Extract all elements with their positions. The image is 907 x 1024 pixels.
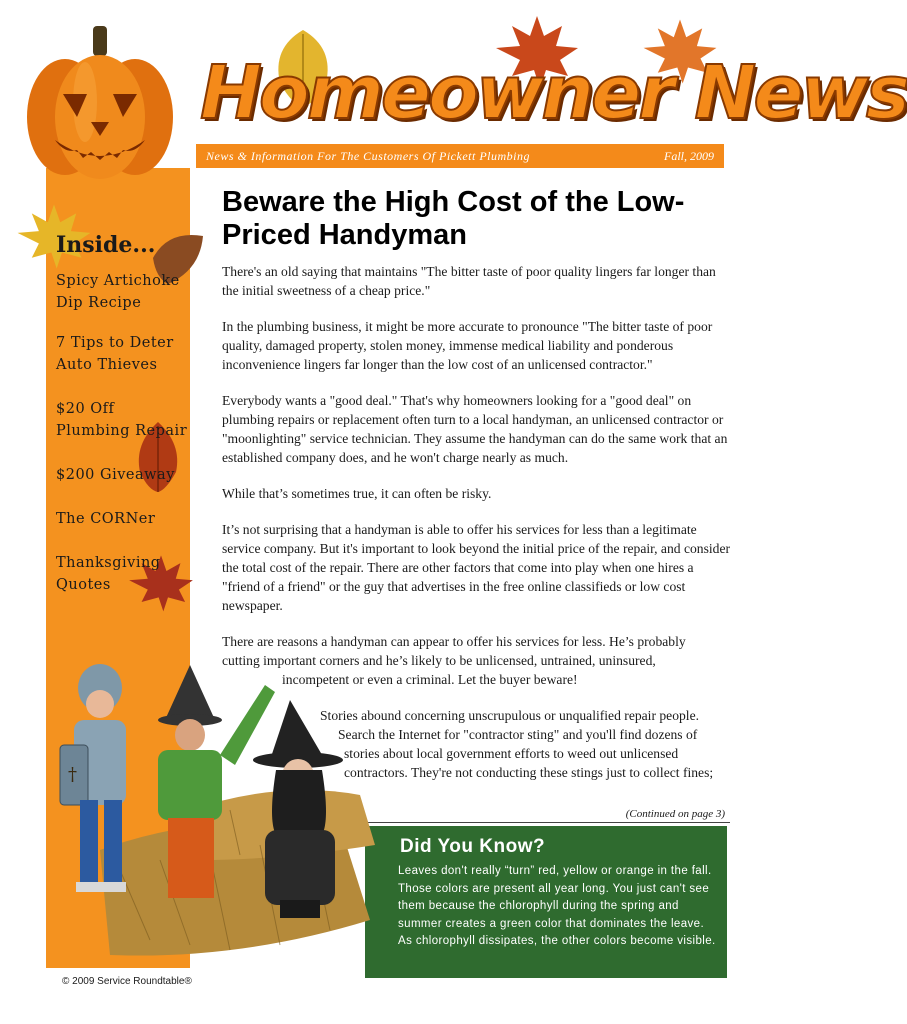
continued-note: (Continued on page 3): [625, 808, 725, 820]
article-paragraph: While that’s sometimes true, it can often be risky.: [222, 486, 492, 501]
article-headline: Beware the High Cost of the Low-Priced Handyman: [222, 186, 685, 251]
masthead-title: Homeowner News: [200, 50, 907, 136]
article-line: cutting important corners and he’s likely to be unlicensed, untrained, uninsured,: [222, 653, 656, 668]
stories-line: Search the Internet for "contractor sting" and you'll find dozens of: [338, 727, 698, 742]
table-of-contents: [56, 270, 188, 618]
stories-line: contractors. They're not conducting these stings just to collect fines;: [344, 765, 714, 780]
svg-text:†: †: [68, 764, 77, 785]
masthead-bar: [196, 144, 724, 168]
did-you-know-title: Did You Know?: [400, 836, 546, 857]
toc-item-giveaway[interactable]: $200 Giveaway: [56, 467, 175, 483]
inside-heading: Inside...: [56, 232, 156, 258]
toc-item-plumbing-repair[interactable]: $20 Off Plumbing Repair: [56, 401, 188, 439]
article-paragraph: In the plumbing business, it might be more accurate to pronounce "The bitter taste of poor quality, damaged property, stolen money, immense medical liability and ponderous inconvenience lingers far longer than the low cost of an unlicensed contractor.": [222, 319, 713, 372]
masthead-tagline: News & Information For The Customers Of Pickett Plumbing: [206, 149, 530, 163]
toc-item-corner[interactable]: The CORNer: [56, 511, 156, 527]
article-line: incompetent or even a criminal. Let the buyer beware!: [282, 672, 578, 687]
did-you-know-text: Leaves don't really “turn” red, yellow or orange in the fall. Those colors are present all year long. You just can't see them because the chlorophyll during the spring and summer creates a green color that dominates the leave. As chlorophyll dissipates, the other colors become visible.: [398, 865, 716, 947]
issue-date: Fall, 2009: [664, 149, 714, 163]
stories-line: stories about local government efforts to weed out unlicensed: [344, 746, 679, 761]
children-costumes-illustration: [40, 660, 385, 985]
stories-line: Stories abound concerning unscrupulous or unqualified repair people.: [320, 708, 700, 723]
toc-item-thanksgiving-quotes[interactable]: Thanksgiving Quotes: [56, 555, 161, 593]
jack-o-lantern-illustration: [25, 22, 175, 182]
article-body: [222, 262, 730, 689]
toc-item-artichoke-dip[interactable]: Spicy Artichoke Dip Recipe: [56, 273, 180, 311]
toc-item-auto-thieves[interactable]: 7 Tips to Deter Auto Thieves: [56, 335, 174, 373]
copyright-notice: © 2009 Service Roundtable®: [62, 976, 192, 987]
article-paragraph: There's an old saying that maintains "The bitter taste of poor quality lingers far longer than the initial sweetness of a cheap price.": [222, 264, 716, 298]
article-paragraph: It’s not surprising that a handyman is able to offer his services for less than a legitimate service company. But it's important to look beyond the initial price of the repair, and consider the total cost of the repair. There are other factors that come into play when one hires a "friend of a friend" or the guy that advertises in the free online classifieds or low cost newspaper.: [222, 522, 731, 613]
article-paragraph: Everybody wants a "good deal." That's why homeowners looking for a "good deal" on plumbing repairs or replacement often turn to a local handyman, an unlicensed contractor or "moonlighting" service technician. They assume the handyman can do the same work that an established company does, and he won't charge nearly as much.: [222, 393, 728, 465]
article-line: There are reasons a handyman can appear to offer his services for less. He’s probably: [222, 634, 686, 649]
